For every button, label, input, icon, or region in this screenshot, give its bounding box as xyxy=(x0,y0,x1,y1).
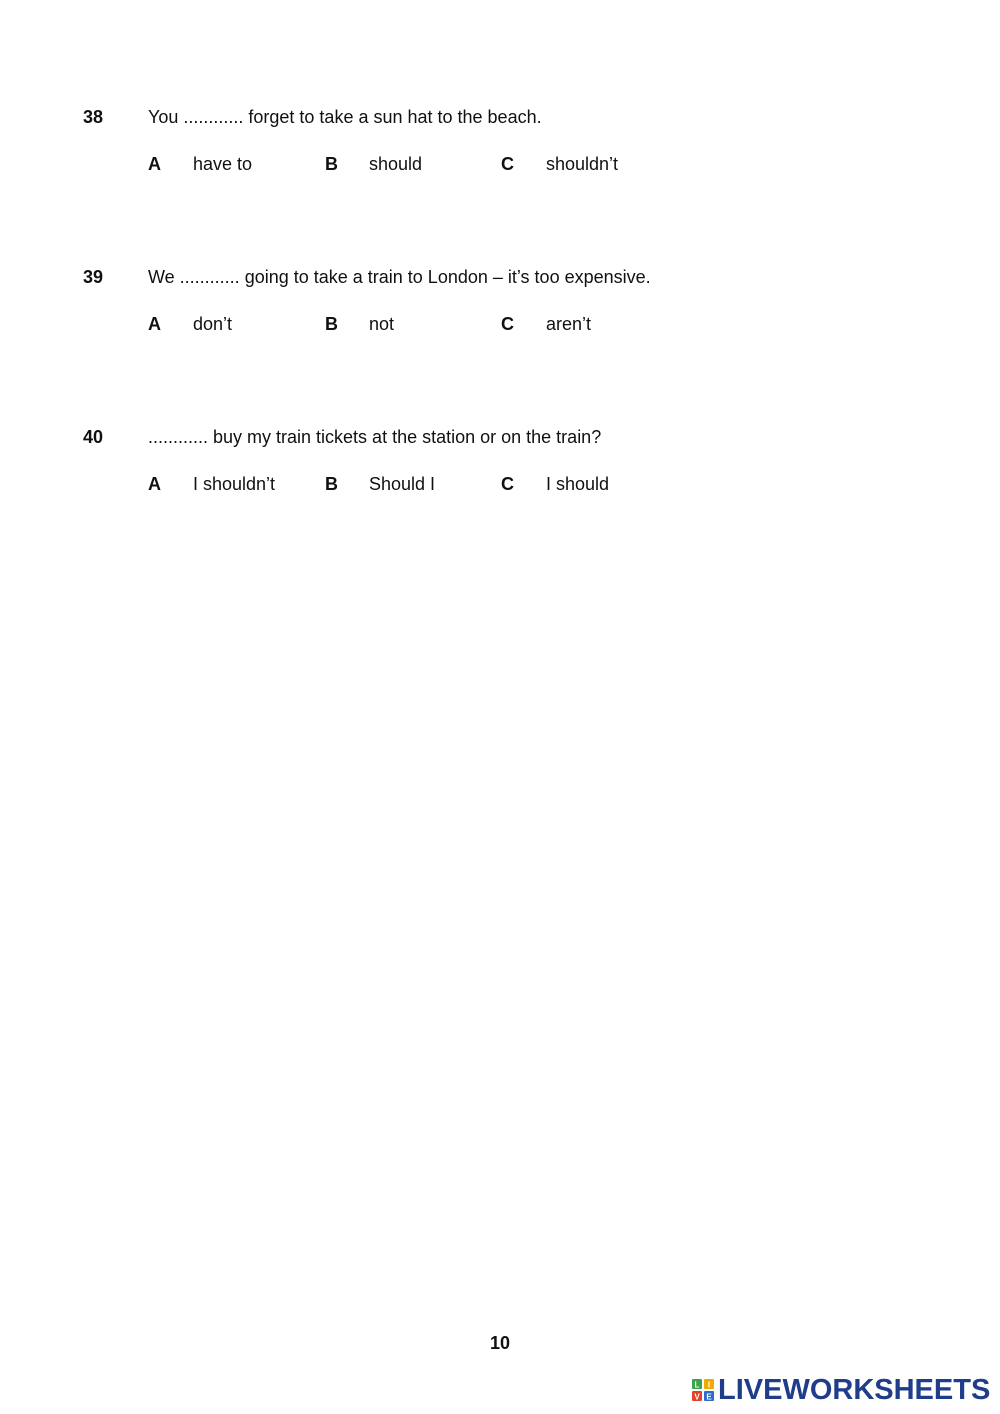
option-letter-c: C xyxy=(501,474,514,494)
question-39 xyxy=(0,266,1000,346)
svg-text:V: V xyxy=(694,1392,700,1401)
question-number: 40 xyxy=(83,427,104,447)
option-a[interactable]: have to xyxy=(193,154,253,174)
option-b[interactable]: Should I xyxy=(369,474,436,494)
question-text: You ............ forget to take a sun hat to the beach. xyxy=(148,107,542,127)
option-letter-b: B xyxy=(325,314,338,334)
liveworksheets-logo-icon xyxy=(692,1379,714,1401)
question-38 xyxy=(0,106,1000,186)
option-c[interactable]: I should xyxy=(546,474,610,494)
option-letter-b: B xyxy=(325,474,338,494)
option-b[interactable]: should xyxy=(369,154,423,174)
option-letter-a: A xyxy=(148,474,161,494)
svg-text:L: L xyxy=(694,1380,700,1390)
question-number: 39 xyxy=(83,267,104,287)
option-letter-c: C xyxy=(501,314,514,334)
question-40 xyxy=(0,426,1000,506)
option-a[interactable]: I shouldn’t xyxy=(193,474,276,494)
question-number: 38 xyxy=(83,107,104,127)
option-c[interactable]: shouldn’t xyxy=(546,154,619,174)
option-letter-c: C xyxy=(501,154,514,174)
option-letter-b: B xyxy=(325,154,338,174)
question-text: ............ buy my train tickets at the station or on the train? xyxy=(148,427,602,447)
svg-text:I: I xyxy=(707,1380,711,1390)
option-letter-a: A xyxy=(148,154,161,174)
liveworksheets-brand[interactable] xyxy=(692,1374,990,1406)
question-text: We ............ going to take a train to London – it’s too expensive. xyxy=(148,267,651,287)
option-a[interactable]: don’t xyxy=(193,314,233,334)
option-b[interactable]: not xyxy=(369,314,395,334)
option-c[interactable]: aren’t xyxy=(546,314,592,334)
page-number: 10 xyxy=(489,1333,511,1353)
liveworksheets-wordmark: LIVEWORKSHEETS xyxy=(718,1374,991,1406)
svg-text:E: E xyxy=(706,1392,712,1401)
option-letter-a: A xyxy=(148,314,161,334)
